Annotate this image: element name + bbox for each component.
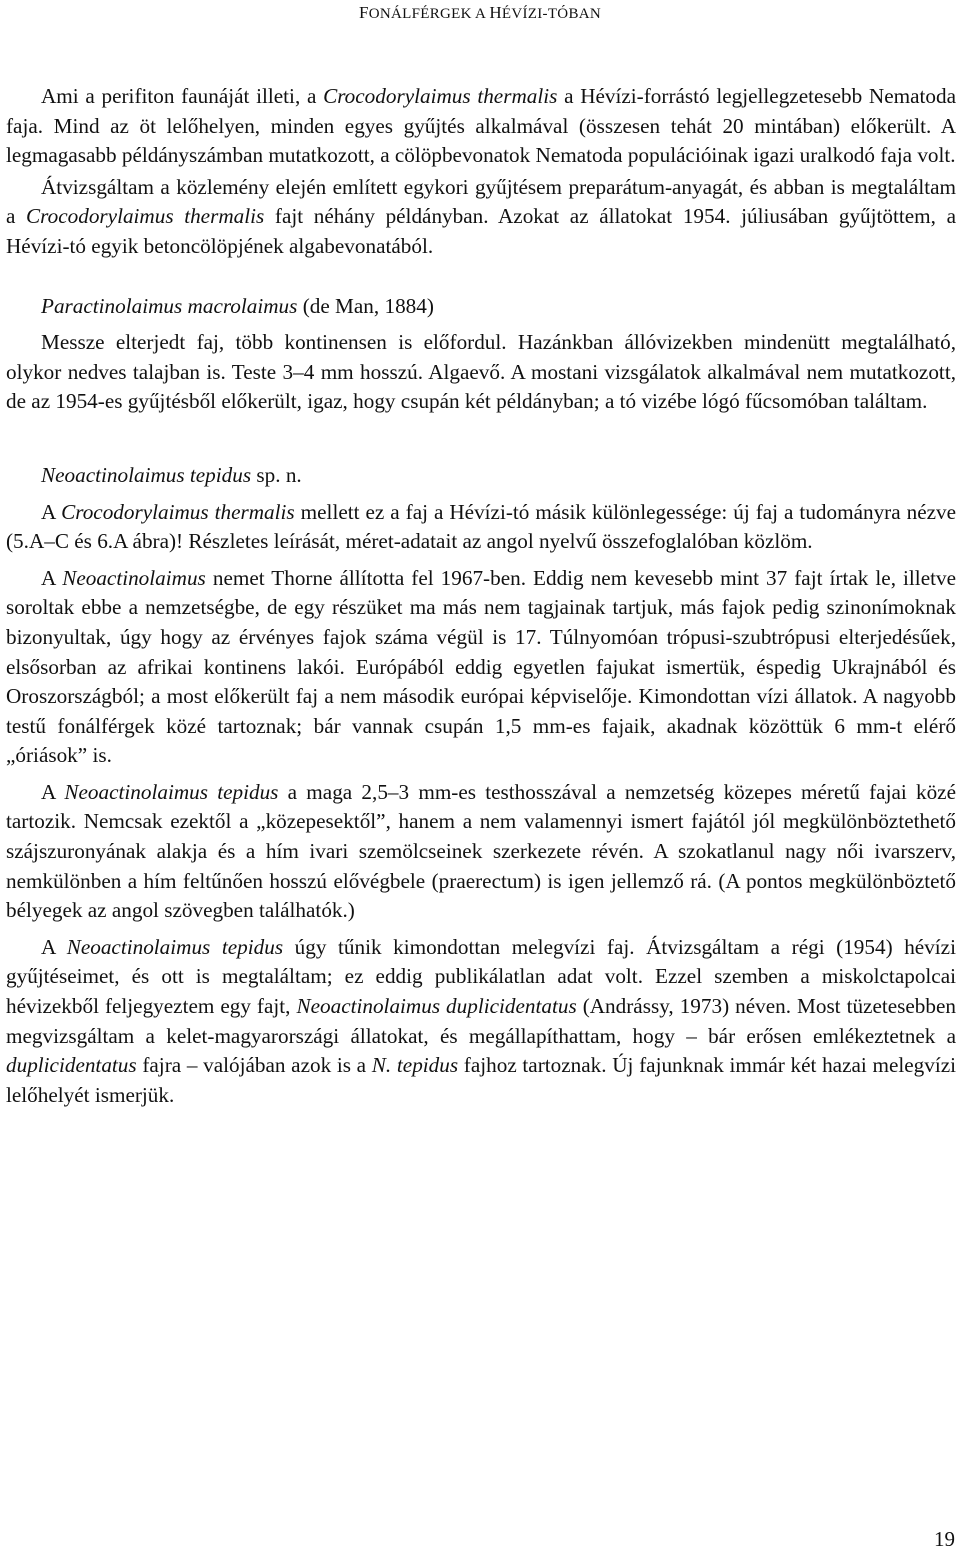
paragraph-genus-history: A Neoactinolaimus nemet Thorne állította fel 1967-ben. Eddig nem kevesebb mint 37 fajt írtak le, illetve soroltak ebbe a nemzetségbe, de egy részüket ma más nem tagjainak tartjuk, más fajok pedig szinonímoknak bizonyultak, úgy hogy az érvényes fajok száma végül is 17. Túlnyomóan trópusi-szubtrópusi elterjedésűek, elsősorban az afrikai kontinens lakói. Európából eddig egyetlen fajukat ismertük, éspedig Ukrajnából és Oroszországból; a most előkerült faj a nem második európai képviselője. Kimondottan vízi állatok. A nagyobb testű fonálférgek közé tartoznak; bár vannak csupán 1,5 mm-es fajaik, akadnak közöttük 6 mm-t elérő „óriások” is.	[6, 565, 956, 768]
paragraph-paractinolaimus: Messze elterjedt faj, több kontinensen is előfordul. Hazánkban állóvizekben mindenütt megtalálható, olykor nedves talajban is. Teste 3–4 mm hosszú. Algaevő. A mostani vizsgálatok alkalmával nem mutatkozott, de az 1954-es gyűjtésből előkerült, igaz, hogy csupán két példányban; a tó vizébe lógó fűcsomóban találtam.	[6, 330, 956, 414]
page-number: 19	[934, 1527, 955, 1551]
species-name: Crocodorylaimus thermalis	[323, 84, 558, 108]
species-heading-neoactinolaimus: Neoactinolaimus tepidus sp. n.	[41, 462, 302, 487]
paragraph-perifiton: Ami a perifiton faunáját illeti, a Crocodorylaimus thermalis a Hévízi-forrástó legjellegzetesebb Nematoda faja. Mind az öt lelőhelyen, minden egyes gyűjtés alkalmával (összesen tehát 20 mintában) előkerült. A legmagasabb példányszámban mutatkozott, a cölöpbevonatok Nematoda populációinak igazi uralkodó faja volt.	[6, 84, 957, 168]
paragraph-size-description: A Neoactinolaimus tepidus a maga 2,5–3 mm-es testhosszával a nemzetség közepes méretű fajai közé tartozik. Nemcsak ezektől a „közepesektől”, hanem a nem valamennyi ismert fajától jól megkülönböztethető szájszuronyának alakja és a hím ivari szemölcseinek szerkezete révén. A szokatlanul nagy női ivarszerv, nemkülönben a hím feltűnően hosszú elővégbele (praerectum) is igen jellemző rá. (A pontos megkülönböztető bélyegek az angol szövegben találhatók.)	[6, 779, 956, 923]
page-body	[6, 82, 956, 1110]
paragraph-warm-water: A Neoactinolaimus tepidus úgy tűnik kimondottan melegvízi faj. Átvizsgáltam a régi (1954) hévízi gyűjtéseimet, és ott is megtaláltam; ez eddig publikálatlan adat volt. Ezzel szemben a miskolctapolcai hévizekből feljegyeztem egy fajt, Neoactinolaimus duplicidentatus (Andrássy, 1973) néven. Most tüzetesebben megvizsgáltam a kelet-magyarországi állatokat, és megállapíthattam, hogy – bár erősen emlékeztetnek a duplicidentatus fajra – valójában azok is a N. tepidus fajhoz tartoznak. Új fajunknak immár két hazai melegvízi lelőhelyét ismerjük.	[6, 934, 957, 1107]
running-header: FONÁLFÉRGEK A HÉVÍZI-TÓBAN	[358, 3, 602, 22]
paragraph-preparations: Átvizsgáltam a közlemény elején említett egykori gyűjtésem preparátum-anyagát, és abban is megtaláltam a Crocodorylaimus thermalis fajt néhány példányban. Azokat az állatokat 1954. júliusában gyűjtöttem, a Hévízi-tó egyik betoncölöpjének algabevonatából.	[6, 174, 956, 258]
species-name: Crocodorylaimus thermalis	[26, 204, 265, 229]
paragraph-new-species: A Crocodorylaimus thermalis mellett ez a faj a Hévízi-tó másik különlegessége: új faj a tudományra nézve (5.A–C és 6.A ábra)! Részletes leírását, méret-adatait az angol nyelvű összefoglalóban közlöm.	[6, 499, 957, 554]
species-heading-paractinolaimus: Paractinolaimus macrolaimus (de Man, 1884)	[41, 293, 434, 318]
